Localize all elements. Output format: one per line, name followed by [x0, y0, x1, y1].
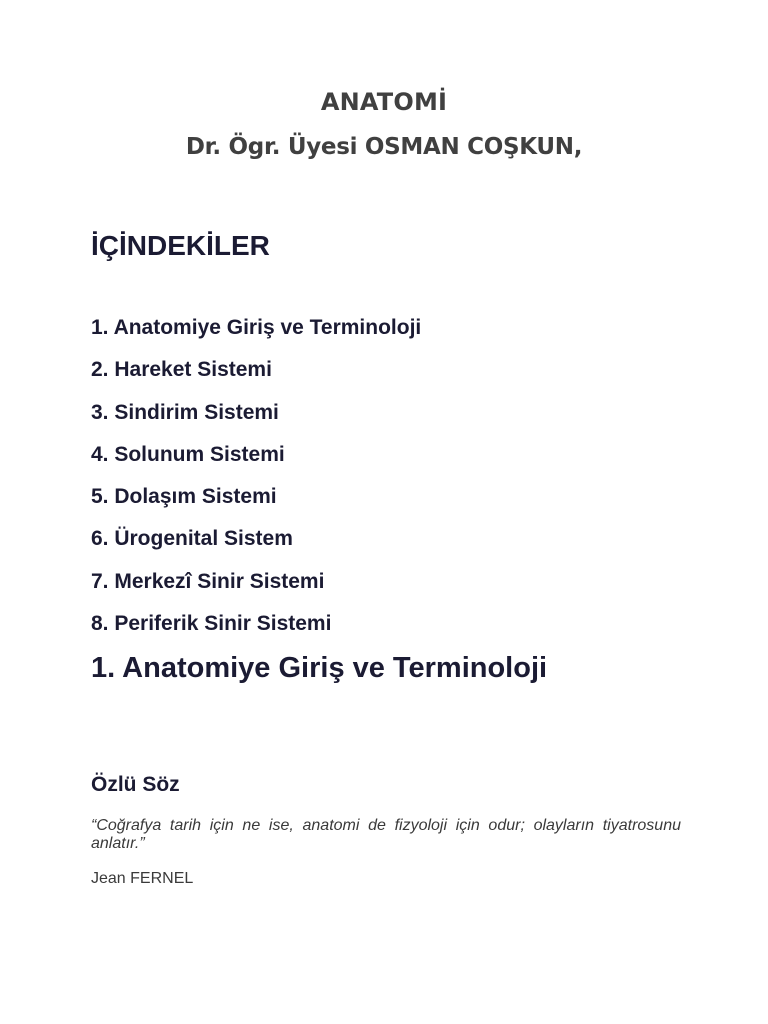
toc-item-2[interactable]: 2. Hareket Sistemi: [91, 358, 272, 382]
toc-item-5[interactable]: 5. Dolaşım Sistemi: [91, 485, 277, 509]
quote-heading: Özlü Söz: [91, 773, 180, 796]
toc-item-4[interactable]: 4. Solunum Sistemi: [91, 442, 285, 466]
document-author: Dr. Ögr. Üyesi OSMAN COŞKUN,: [185, 134, 583, 160]
quote-text: “Coğrafya tarih için ne ise, anatomi de fizyoloji için odur; olayların tiyatrosunu anlatır.”: [91, 817, 681, 852]
toc-item-1[interactable]: 1. Anatomiye Giriş ve Terminoloji: [91, 316, 422, 339]
toc-item-7[interactable]: 7. Merkezî Sinir Sistemi: [91, 569, 325, 593]
toc-item-6[interactable]: 6. Ürogenital Sistem: [91, 527, 293, 551]
quote-author: Jean FERNEL: [91, 870, 194, 887]
toc-heading: İÇİNDEKİLER: [91, 230, 270, 261]
document-title: ANATOMİ: [320, 88, 448, 116]
toc-item-3[interactable]: 3. Sindirim Sistemi: [91, 400, 279, 424]
toc-item-8[interactable]: 8. Periferik Sinir Sistemi: [91, 612, 332, 636]
section-heading: 1. Anatomiye Giriş ve Terminoloji: [91, 652, 548, 684]
toc-list: [91, 313, 421, 651]
